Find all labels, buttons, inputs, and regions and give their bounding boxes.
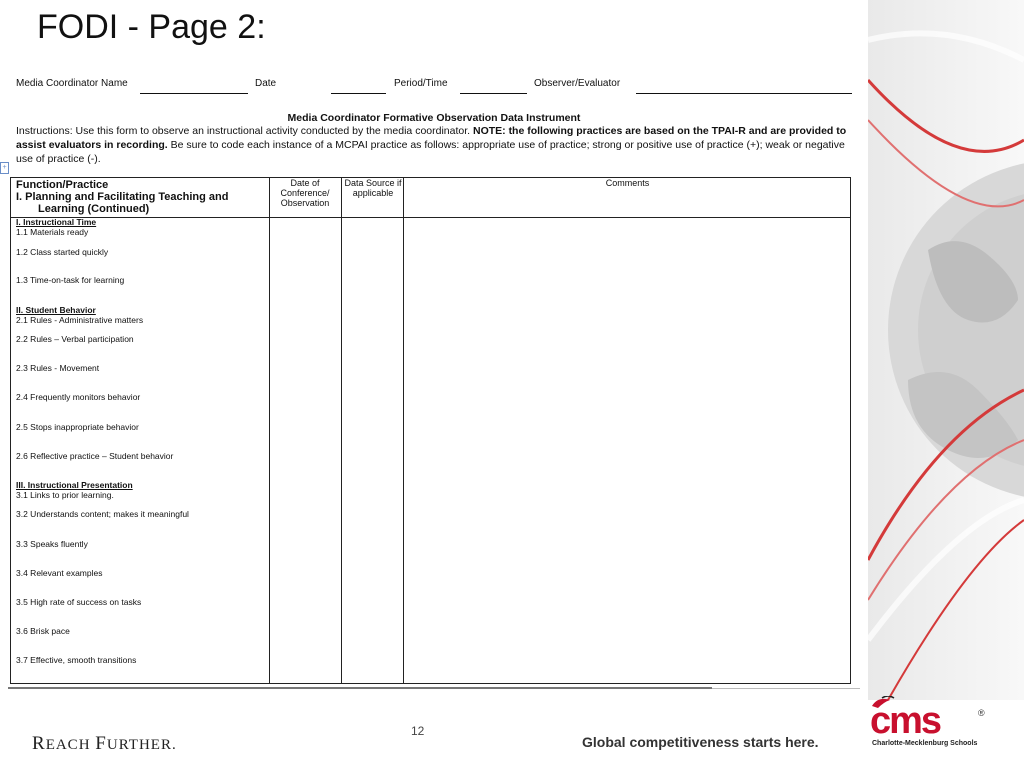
data-source-column-header: Data Source if applicable xyxy=(344,178,402,198)
practice-row: 1.1 Materials ready xyxy=(16,227,89,237)
page-number: 12 xyxy=(411,724,425,738)
practice-row: 3.5 High rate of success on tasks xyxy=(16,597,142,607)
observer-label: Observer/Evaluator xyxy=(534,78,621,89)
media-coordinator-field[interactable] xyxy=(140,93,248,94)
reach-further-logo: REACH FURTHER. xyxy=(32,733,177,754)
date-column-header: Date of Conference/ Observation xyxy=(280,178,330,208)
practice-row: 2.3 Rules - Movement xyxy=(16,363,100,373)
period-label: Period/Time xyxy=(394,78,448,89)
slide-title: FODI - Page 2: xyxy=(37,8,266,46)
function-practice-header xyxy=(16,179,228,215)
cms-logo-text: cms xyxy=(870,700,941,742)
instructions xyxy=(16,124,862,166)
practice-row: 3.7 Effective, smooth transitions xyxy=(16,655,137,665)
cms-logo xyxy=(868,696,988,756)
instructions-note: NOTE: the following practices are based on the TPAI-R and are provided to assist evaluators in recording. xyxy=(16,125,847,151)
practice-row: 2.6 Reflective practice – Student behavior xyxy=(16,451,174,461)
section-title: III. Instructional Presentation xyxy=(16,480,133,490)
observer-field[interactable] xyxy=(636,93,852,94)
practice-row: 3.3 Speaks fluently xyxy=(16,539,88,549)
practice-row: 1.2 Class started quickly xyxy=(16,247,109,257)
section-heading: I. Planning and Facilitating Teaching and xyxy=(16,191,229,203)
media-coordinator-label: Media Coordinator Name xyxy=(16,78,128,89)
period-field[interactable] xyxy=(460,93,527,94)
practice-row: 3.2 Understands content; makes it meaningful xyxy=(16,509,189,519)
registered-mark: ® xyxy=(978,708,985,718)
cms-logo-subtitle: Charlotte-Mecklenburg Schools xyxy=(872,740,978,747)
table-anchor-icon: + xyxy=(0,162,9,174)
observation-table xyxy=(10,177,851,684)
column-divider xyxy=(269,178,270,683)
tagline: Global competitiveness starts here. xyxy=(582,734,819,750)
practice-row: 3.1 Links to prior learning. xyxy=(16,490,114,500)
section-title: II. Student Behavior xyxy=(16,305,96,315)
column-divider xyxy=(403,178,404,683)
practice-row: 1.3 Time-on-task for learning xyxy=(16,275,125,285)
function-practice-title: Function/Practice xyxy=(16,179,109,191)
practice-row: 3.4 Relevant examples xyxy=(16,568,103,578)
column-divider xyxy=(341,178,342,683)
comments-column-header: Comments xyxy=(605,178,650,188)
practice-row: 2.5 Stops inappropriate behavior xyxy=(16,422,139,432)
practice-row: 2.1 Rules - Administrative matters xyxy=(16,315,144,325)
section-heading-cont: Learning (Continued) xyxy=(38,203,150,215)
practice-row: 2.2 Rules – Verbal participation xyxy=(16,334,134,344)
instructions-part-2: Be sure to code each instance of a MCPAI practice as follows: appropriate use of practice; strong or positive use of practice (+); weak or negative use of practice (-). xyxy=(16,139,845,165)
header-divider xyxy=(11,217,850,218)
section-title: I. Instructional Time xyxy=(16,217,97,227)
practice-row: 3.6 Brisk pace xyxy=(16,626,70,636)
date-label: Date xyxy=(255,78,277,89)
page-divider-light xyxy=(712,688,860,689)
decorative-globe-panel xyxy=(868,0,1024,700)
page-divider xyxy=(8,687,712,689)
form-title: Media Coordinator Formative Observation Data Instrument xyxy=(287,112,581,124)
instructions-part-1: Instructions: Use this form to observe an instructional activity conducted by the media coordinator. xyxy=(16,125,473,137)
date-field[interactable] xyxy=(331,93,386,94)
practice-row: 2.4 Frequently monitors behavior xyxy=(16,392,141,402)
